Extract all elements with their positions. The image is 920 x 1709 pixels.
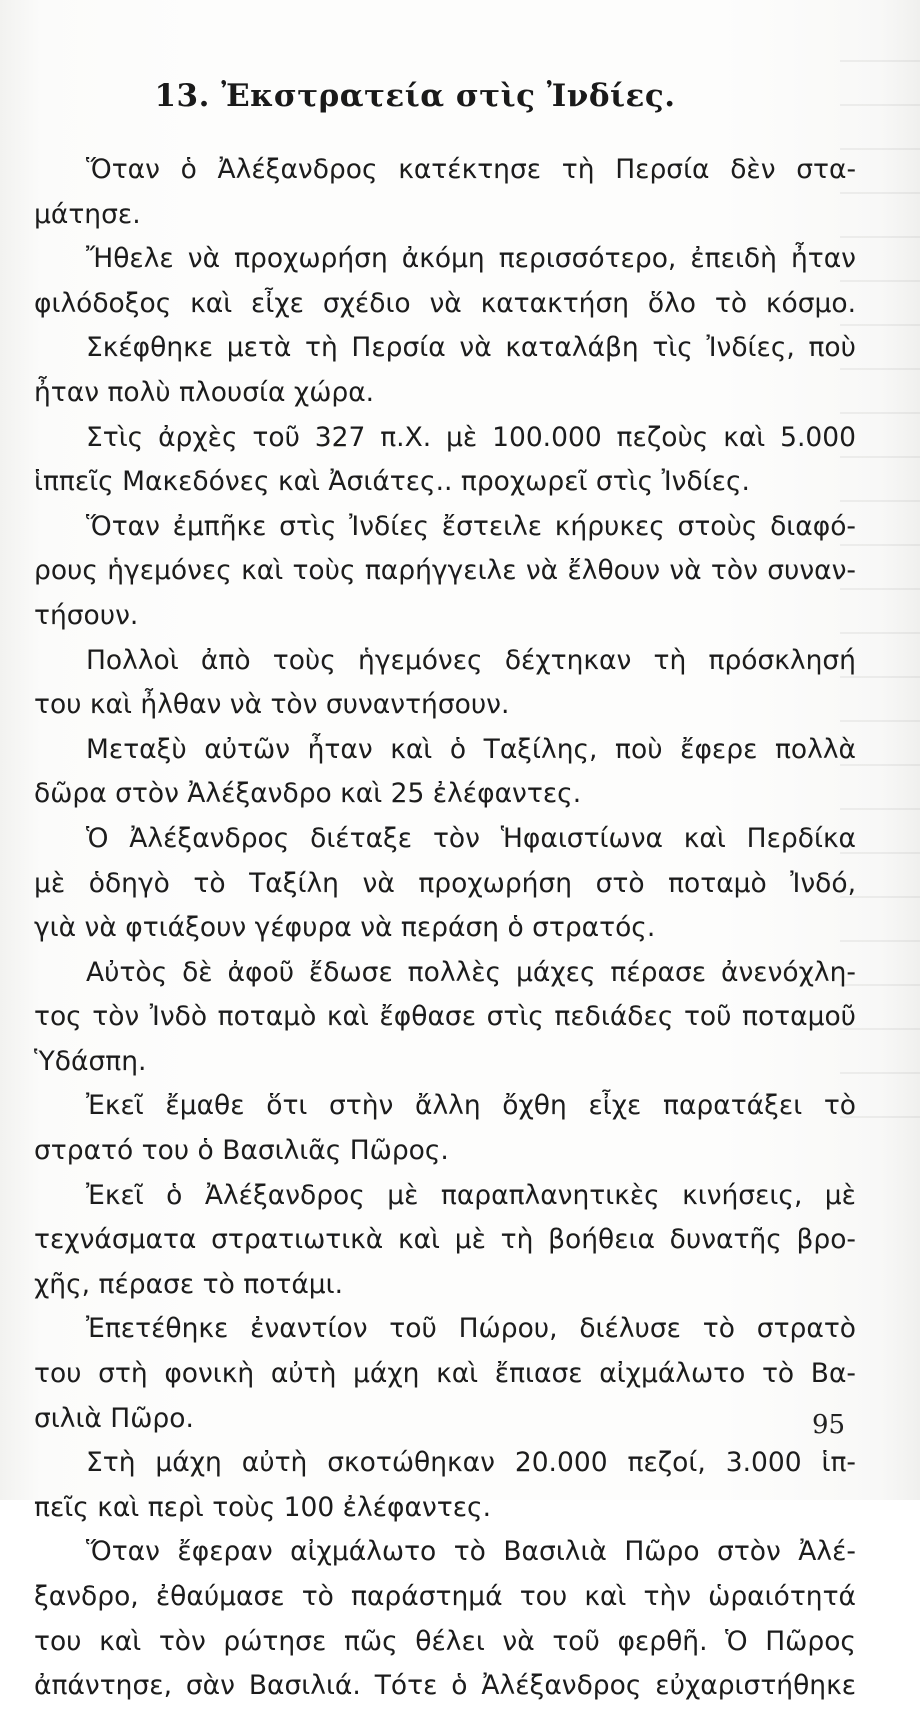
text-line: μὲ ὁδηγὸ τὸ Ταξίλη νὰ προχωρήση στὸ ποταμὸ Ἰνδό,	[34, 867, 857, 899]
text-line: Ἐκεῖ ὁ Ἀλέξανδρος μὲ παραπλανητικὲς κινήσεις, μὲ	[86, 1179, 856, 1211]
text-line: ἱππεῖς Μακεδόνες καὶ Ἀσιάτες.. προχωρεῖ στὶς Ἰνδίες.	[34, 466, 750, 498]
text-line: στρατό του ὁ Βασιλιᾶς Πῶρος.	[34, 1135, 449, 1167]
chapter-title: 13. Ἐκστρατεία στὶς Ἰνδίες.	[154, 78, 676, 114]
text-line: Ὁ Ἀλέξανδρος διέταξε τὸν Ἡφαιστίωνα καὶ Περδίκα	[86, 822, 857, 854]
text-line: του καὶ τὸν ρώτησε πῶς θέλει νὰ τοῦ φερθῆ. Ὁ Πῶρος	[34, 1625, 856, 1657]
text-line: τος τὸν Ἰνδὸ ποταμὸ καὶ ἔφθασε στὶς πεδιάδες τοῦ ποταμοῦ	[34, 1001, 856, 1033]
text-line: πεῖς καὶ περὶ τοὺς 100 ἐλέφαντες.	[34, 1491, 492, 1523]
body-text	[34, 148, 856, 1709]
text-line: Μεταξὺ αὐτῶν ἦταν καὶ ὁ Ταξίλης, ποὺ ἔφερε πολλὰ	[86, 733, 856, 765]
text-line: μάτησε.	[34, 198, 141, 230]
text-line: Ἐπετέθηκε ἐναντίον τοῦ Πώρου, διέλυσε τὸ στρατὸ	[86, 1313, 856, 1345]
text-line: ξανδρο, ἐθαύμασε τὸ παράστημά του καὶ τὴν ὡραιότητά	[34, 1581, 856, 1612]
text-line: Πολλοὶ ἀπὸ τοὺς ἡγεμόνες δέχτηκαν τὴ πρόσκλησή	[86, 644, 856, 676]
text-line: του καὶ ἦλθαν νὰ τὸν συναντήσουν.	[34, 689, 510, 721]
text-line: γιὰ νὰ φτιάξουν γέφυρα νὰ περάση ὁ στρατός.	[34, 912, 656, 944]
text-line: Ὅταν ἔφεραν αἰχμάλωτο τὸ Βασιλιὰ Πῶρο στὸν Ἀλέ-	[86, 1536, 856, 1568]
text-line: τεχνάσματα στρατιωτικὰ καὶ μὲ τὴ βοήθεια δυνατῆς βρο-	[34, 1224, 856, 1256]
text-line: Ὅταν ἐμπῆκε στὶς Ἰνδίες ἔστειλε κήρυκες στοὺς διαφό-	[86, 510, 856, 542]
text-line: του στὴ φονικὴ αὐτὴ μάχη καὶ ἔπιασε αἰχμάλωτο τὸ Βα-	[34, 1358, 856, 1390]
text-line: ἀπάντησε, σὰν Βασιλιά. Τότε ὁ Ἀλέξανδρος εὐχαριστήθηκε	[34, 1670, 857, 1702]
text-line: Αὐτὸς δὲ ἀφοῦ ἔδωσε πολλὲς μάχες πέρασε ἀνενόχλη-	[86, 956, 856, 988]
text-line: Σκέφθηκε μετὰ τὴ Περσία νὰ καταλάβη τὶς Ἰνδίες, ποὺ	[86, 332, 856, 364]
text-line: Ἤθελε νὰ προχωρήση ἀκόμη περισσότερο, ἐπειδὴ ἦταν	[86, 243, 856, 275]
text-line: φιλόδοξος καὶ εἶχε σχέδιο νὰ κατακτήση ὅλο τὸ κόσμο.	[34, 287, 856, 319]
text-line: ἦταν πολὺ πλουσία χώρα.	[34, 376, 375, 408]
text-line: ρους ἡγεμόνες καὶ τοὺς παρήγγειλε νὰ ἔλθουν νὰ τὸν συναν-	[34, 555, 856, 587]
text-line: Στὴ μάχη αὐτὴ σκοτώθηκαν 20.000 πεζοί, 3.000 ἱπ-	[86, 1447, 856, 1479]
text-line: Στὶς ἀρχὲς τοῦ 327 π.Χ. μὲ 100.000 πεζοὺς καὶ 5.000	[86, 421, 856, 453]
text-line: τήσουν.	[34, 599, 139, 631]
text-line: δῶρα στὸν Ἀλέξανδρο καὶ 25 ἐλέφαντες.	[34, 778, 582, 810]
text-line: χῆς, πέρασε τὸ ποτάμι.	[34, 1268, 344, 1300]
page-number: 95	[812, 1410, 846, 1440]
text-line: σιλιὰ Πῶρο.	[34, 1402, 194, 1434]
text-line: Ὑδάσπη.	[34, 1045, 147, 1077]
text-line: Ὅταν ὁ Ἀλέξανδρος κατέκτησε τὴ Περσία δὲν στα-	[86, 154, 857, 185]
text-line: Ἐκεῖ ἔμαθε ὅτι στὴν ἄλλη ὄχθη εἶχε παρατάξει τὸ	[86, 1090, 857, 1122]
